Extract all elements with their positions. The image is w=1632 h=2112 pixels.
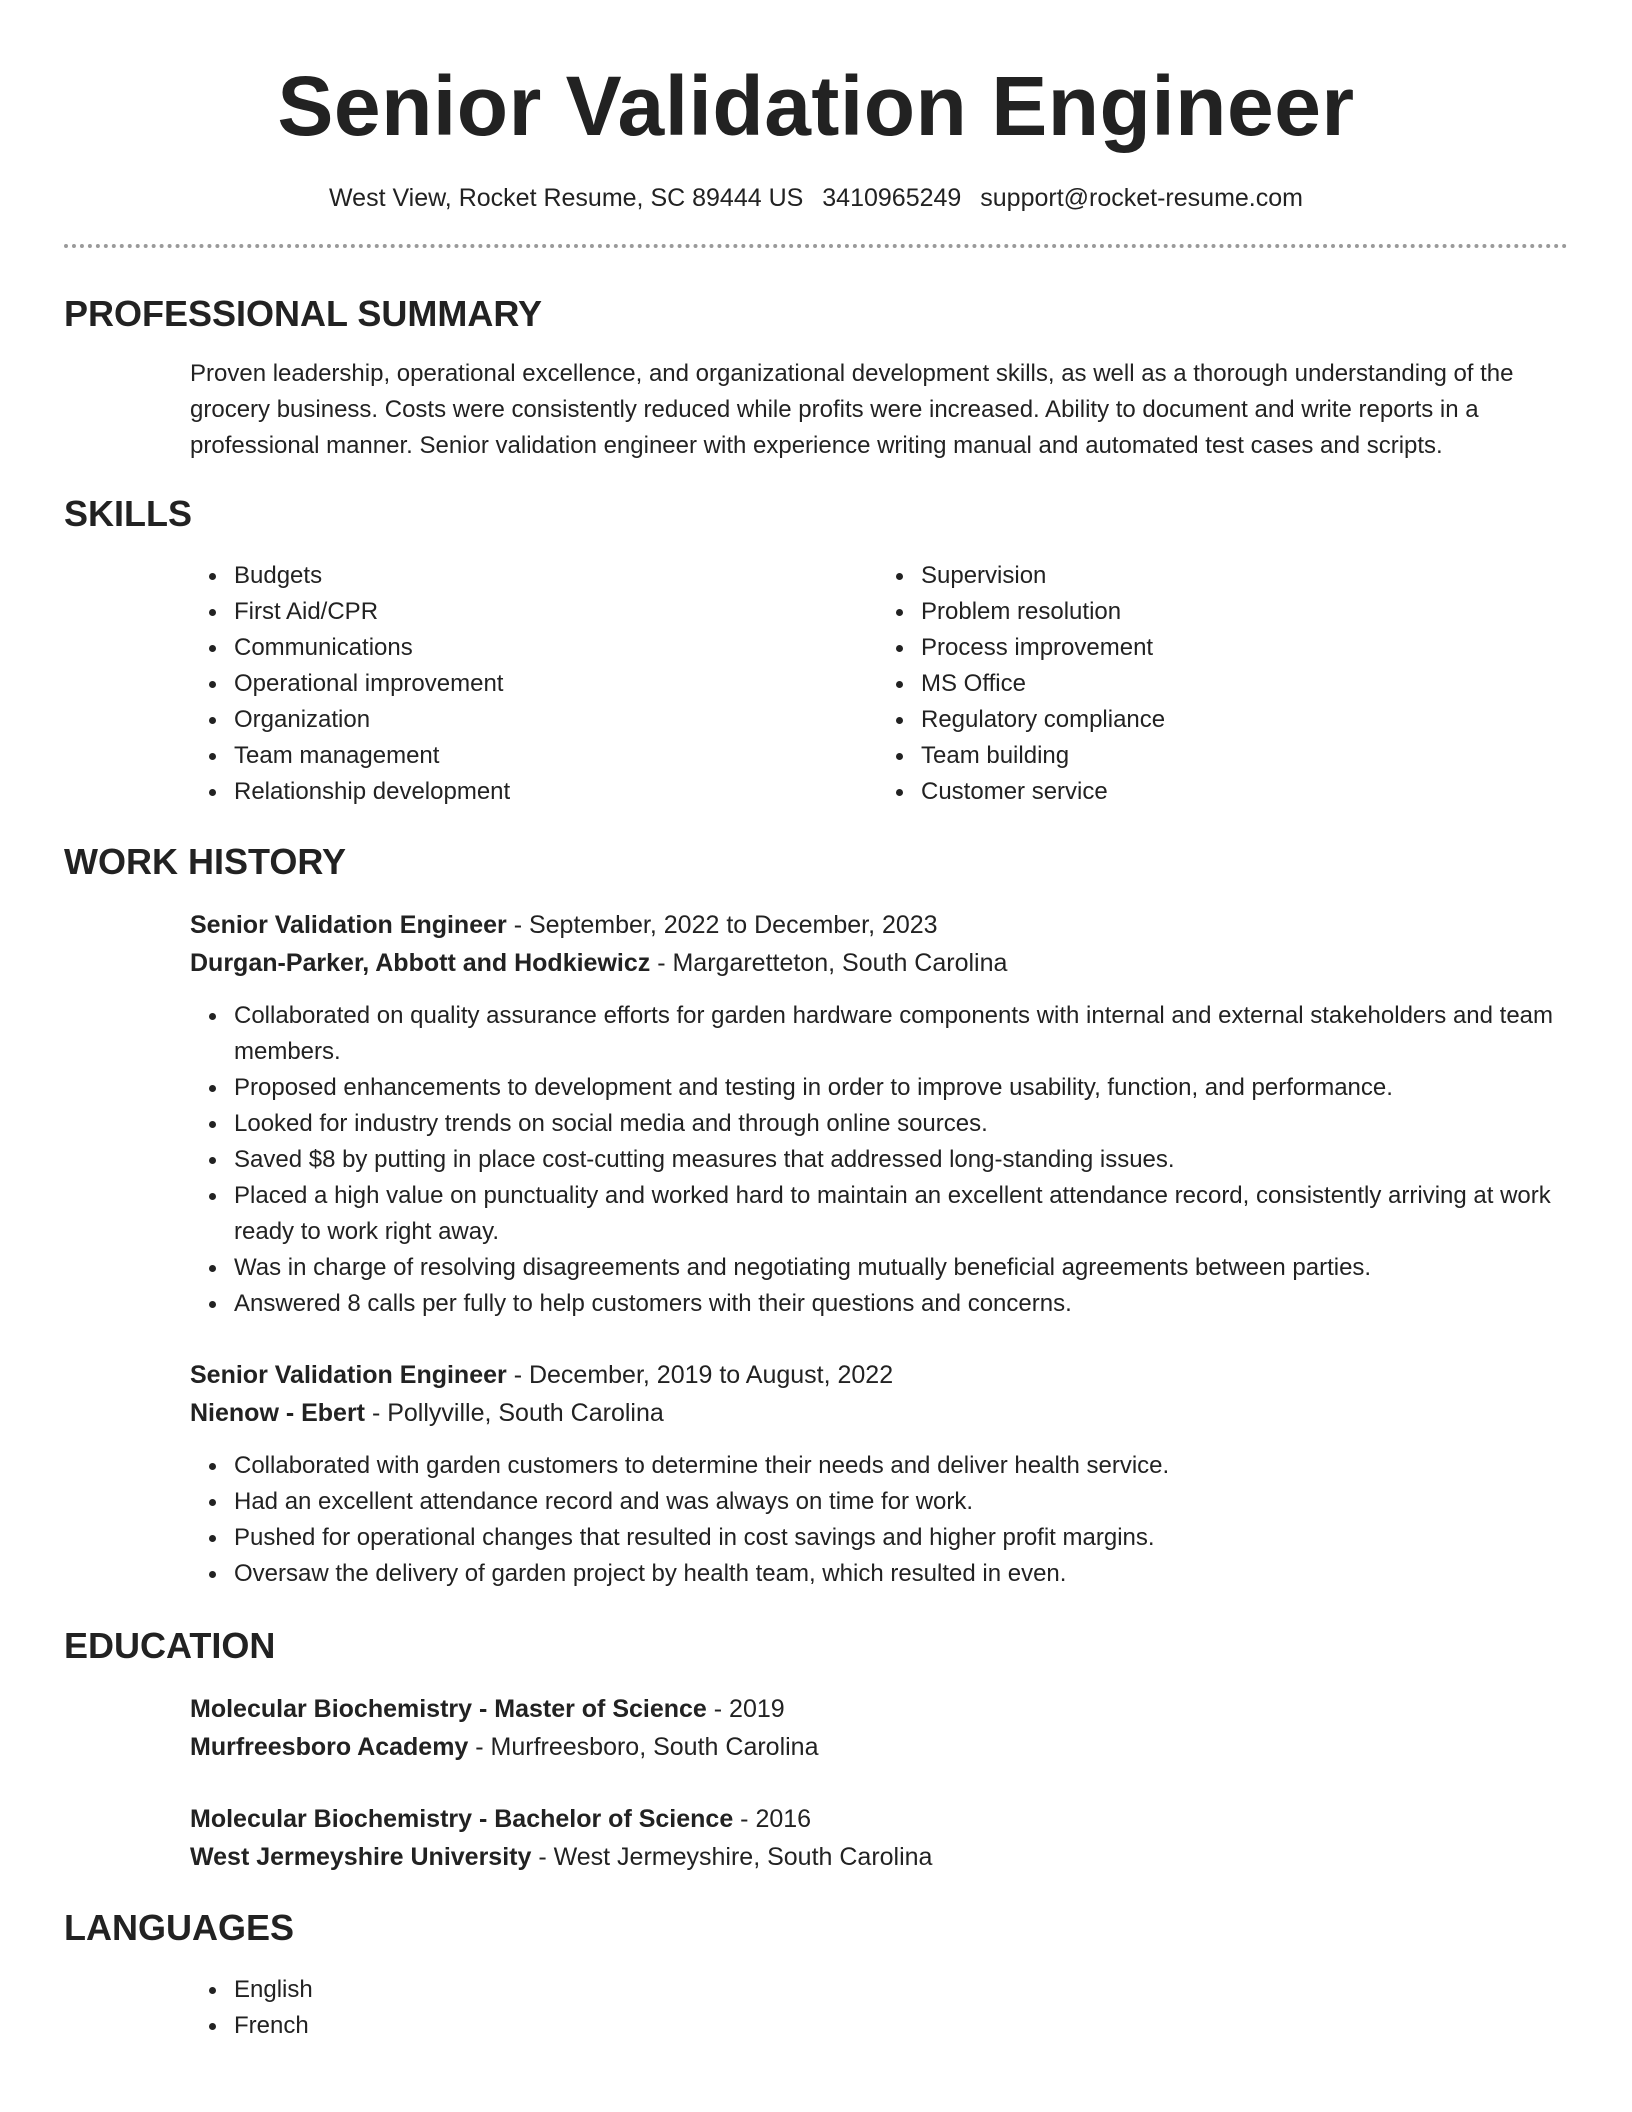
job-location: - Margaretteton, South Carolina [650, 949, 1008, 977]
skills-columns [64, 558, 1568, 810]
job-bullet: Oversaw the delivery of garden project by health team, which resulted in even. [234, 1556, 1568, 1592]
job-location: - Pollyville, South Carolina [365, 1399, 664, 1427]
job-entry [64, 1356, 1568, 1592]
job-title-line [190, 1356, 1568, 1394]
skill-item: Customer service [921, 774, 1431, 810]
degree-line [190, 1690, 1568, 1728]
degree: Molecular Biochemistry - Master of Science [190, 1695, 707, 1723]
contact-email: support@rocket-resume.com [980, 184, 1303, 212]
skill-item: Team building [921, 738, 1431, 774]
job-bullet: Answered 8 calls per fully to help customers with their questions and concerns. [234, 1286, 1568, 1322]
degree-year: - 2016 [733, 1805, 812, 1833]
skill-item: Operational improvement [234, 666, 744, 702]
languages-section [64, 1906, 1568, 2044]
skill-item: Supervision [921, 558, 1431, 594]
job-bullet: Collaborated with garden customers to determine their needs and deliver health service. [234, 1448, 1568, 1484]
education-title: EDUCATION [64, 1625, 276, 1666]
education-entry [64, 1800, 1568, 1876]
skill-item: Budgets [234, 558, 744, 594]
job-bullet: Pushed for operational changes that resulted in cost savings and higher profit margins. [234, 1520, 1568, 1556]
skill-item: Relationship development [234, 774, 744, 810]
skills-section [64, 492, 1568, 810]
language-item: English [234, 1972, 1568, 2008]
job-entry [64, 906, 1568, 1322]
school: West Jermeyshire University [190, 1843, 532, 1871]
job-bullet: Had an excellent attendance record and was always on time for work. [234, 1484, 1568, 1520]
summary-text: Proven leadership, operational excellence, and organizational development skills, as well as a thorough understanding of the grocery business. Costs were consistently reduced while profits were increased. Ability to document and write reports in a professional manner. Senior validation engineer with experience writing manual and automated test cases and scripts. [190, 360, 1514, 459]
languages-list [64, 1972, 1568, 2044]
skills-left-list [64, 558, 744, 810]
skill-item: Team management [234, 738, 744, 774]
work-history-title: WORK HISTORY [64, 841, 347, 882]
candidate-name: Senior Validation Engineer [277, 59, 1355, 153]
skill-item: Process improvement [921, 630, 1431, 666]
work-history-section [64, 840, 1568, 1592]
skill-item: MS Office [921, 666, 1431, 702]
degree: Molecular Biochemistry - Bachelor of Science [190, 1805, 734, 1833]
job-company: Nienow - Ebert [190, 1399, 366, 1427]
job-bullet: Placed a high value on punctuality and worked hard to maintain an excellent attendance record, consistently arriving at work ready to work right away. [234, 1178, 1568, 1250]
job-bullet: Proposed enhancements to development and testing in order to improve usability, function, and performance. [234, 1070, 1568, 1106]
language-item: French [234, 2008, 1568, 2044]
job-title-line [190, 906, 1568, 944]
header-divider [64, 244, 1568, 248]
school-line [190, 1728, 1568, 1766]
contact-line [64, 182, 1568, 214]
school-line [190, 1838, 1568, 1876]
job-bullets [64, 998, 1568, 1322]
school: Murfreesboro Academy [190, 1733, 469, 1761]
job-dates: - September, 2022 to December, 2023 [506, 911, 938, 939]
job-bullets [64, 1448, 1568, 1592]
job-bullet: Collaborated on quality assurance efforts for garden hardware components with internal and external stakeholders and team members. [234, 998, 1568, 1070]
summary-title: PROFESSIONAL SUMMARY [64, 293, 543, 334]
job-role: Senior Validation Engineer [190, 1361, 507, 1389]
skill-item: Organization [234, 702, 744, 738]
skill-item: Communications [234, 630, 744, 666]
contact-address: West View, Rocket Resume, SC 89444 US [329, 184, 804, 212]
job-company-line [190, 944, 1568, 982]
job-role: Senior Validation Engineer [190, 911, 507, 939]
job-company-line [190, 1394, 1568, 1432]
degree-year: - 2019 [706, 1695, 785, 1723]
job-company: Durgan-Parker, Abbott and Hodkiewicz [190, 949, 651, 977]
contact-phone: 3410965249 [822, 184, 962, 212]
languages-title: LANGUAGES [64, 1907, 295, 1948]
skills-right-list [921, 558, 1431, 810]
job-bullet: Was in charge of resolving disagreements and negotiating mutually beneficial agreements between parties. [234, 1250, 1568, 1286]
summary-section [64, 292, 1568, 464]
skill-item: Regulatory compliance [921, 702, 1431, 738]
job-bullet: Looked for industry trends on social media and through online sources. [234, 1106, 1568, 1142]
education-section [64, 1624, 1568, 1876]
school-location: - Murfreesboro, South Carolina [468, 1733, 819, 1761]
school-location: - West Jermeyshire, South Carolina [531, 1843, 933, 1871]
job-bullet: Saved $8 by putting in place cost-cutting measures that addressed long-standing issues. [234, 1142, 1568, 1178]
skill-item: Problem resolution [921, 594, 1431, 630]
skills-title: SKILLS [64, 493, 193, 534]
job-dates: - December, 2019 to August, 2022 [506, 1361, 894, 1389]
degree-line [190, 1800, 1568, 1838]
education-entry [64, 1690, 1568, 1766]
skill-item: First Aid/CPR [234, 594, 744, 630]
